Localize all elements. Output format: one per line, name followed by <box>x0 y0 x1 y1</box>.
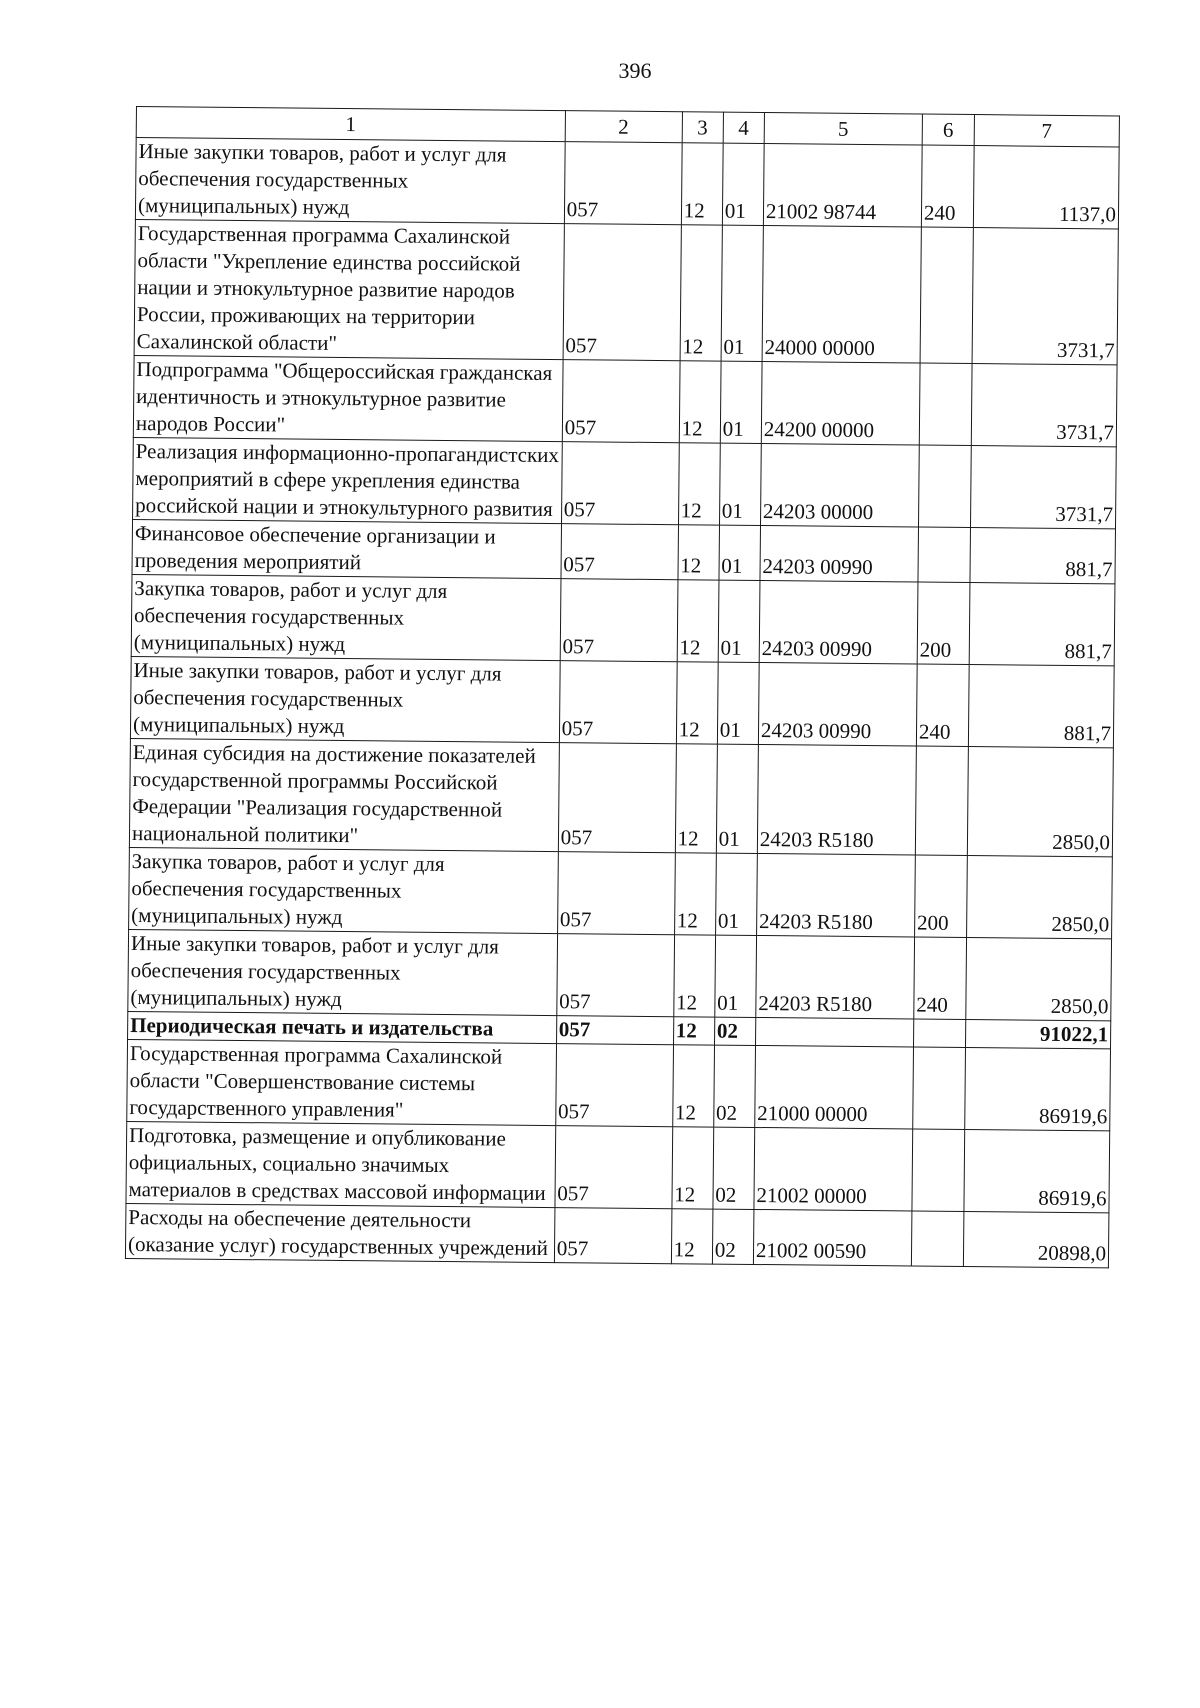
table-row <box>132 519 1115 583</box>
subsection-cell: 01 <box>719 525 761 580</box>
expense-type-cell <box>912 1129 965 1211</box>
section-cell: 12 <box>673 935 715 1017</box>
admin-code-cell: 057 <box>563 224 681 361</box>
admin-code-cell: 057 <box>557 852 675 935</box>
expense-type-cell <box>920 227 973 363</box>
budget-table <box>125 106 1120 1268</box>
section-cell: 12 <box>673 1017 714 1045</box>
target-article-cell: 24203 R5180 <box>756 853 915 937</box>
target-article-cell: 24203 00990 <box>758 663 917 747</box>
admin-code-cell: 057 <box>555 1044 673 1127</box>
section-cell: 12 <box>675 744 717 853</box>
subsection-cell: 01 <box>715 853 757 935</box>
target-article-cell: 24203 R5180 <box>757 745 916 856</box>
section-cell: 12 <box>674 853 716 935</box>
admin-code-cell: 057 <box>554 1208 671 1264</box>
section-cell: 12 <box>678 525 720 580</box>
amount-cell: 2850,0 <box>967 747 1113 857</box>
admin-code-cell: 057 <box>561 524 678 580</box>
column-header: 2 <box>565 111 682 143</box>
section-cell: 12 <box>671 1209 713 1264</box>
admin-code-cell: 057 <box>561 442 679 525</box>
admin-code-cell: 057 <box>556 1016 673 1045</box>
expense-type-cell <box>918 445 971 527</box>
expense-type-cell <box>913 1019 965 1047</box>
page-number: 396 <box>618 58 652 83</box>
item-name-cell: Подготовка, размещение и опубликование официальных, социально значимых материалов в средствах массовой информации <box>126 1121 555 1207</box>
table-row <box>131 574 1115 665</box>
subsection-cell: 01 <box>717 662 759 744</box>
table-row <box>126 1121 1110 1212</box>
expense-type-cell <box>913 1047 966 1129</box>
section-cell: 12 <box>677 580 719 662</box>
subsection-cell: 02 <box>712 1209 754 1264</box>
amount-cell: 3731,7 <box>971 364 1117 447</box>
expense-type-cell: 240 <box>914 937 967 1019</box>
amount-cell: 3731,7 <box>970 446 1116 529</box>
amount-cell: 881,7 <box>968 665 1114 748</box>
item-name-cell: Финансовое обеспечение организации и проведения мероприятий <box>132 519 561 578</box>
amount-cell: 1137,0 <box>973 146 1119 229</box>
subsection-cell: 01 <box>715 935 757 1017</box>
column-header: 3 <box>682 112 723 143</box>
amount-cell: 20898,0 <box>963 1211 1109 1267</box>
amount-cell: 86919,6 <box>965 1048 1111 1131</box>
table-row <box>127 1039 1111 1130</box>
amount-cell: 2850,0 <box>966 856 1112 939</box>
item-name-cell: Иные закупки товаров, работ и услуг для обеспечения государственных (муниципальных) нужд <box>130 656 559 742</box>
item-name-cell: Реализация информационно-пропагандистских мероприятий в сфере укрепления единства российской нации и этнокультурного развития <box>133 437 562 523</box>
subsection-cell: 01 <box>720 361 762 443</box>
item-name-cell: Закупка товаров, работ и услуг для обеспечения государственных (муниципальных) нужд <box>129 847 558 933</box>
target-article-cell: 24203 00000 <box>760 444 919 528</box>
admin-code-cell: 057 <box>558 743 676 853</box>
expense-type-cell: 240 <box>921 145 974 227</box>
section-cell: 12 <box>681 143 723 225</box>
expense-type-cell <box>911 1211 963 1266</box>
table-row <box>129 738 1113 856</box>
section-cell: 12 <box>678 443 720 525</box>
subsection-cell: 01 <box>721 225 763 361</box>
amount-cell: 881,7 <box>969 583 1115 666</box>
item-name-cell: Государственная программа Сахалинской области "Укрепление единства российской нации и этнокультурное развитие народов России, проживающих на территории Сахалинской области" <box>134 219 564 359</box>
section-cell: 12 <box>672 1127 714 1209</box>
target-article-cell: 24000 00000 <box>762 226 921 364</box>
target-article-cell: 21002 00000 <box>754 1127 913 1211</box>
subsection-cell: 01 <box>722 143 764 225</box>
target-article-cell <box>755 1017 913 1047</box>
table-row <box>133 437 1117 528</box>
amount-cell: 3731,7 <box>972 228 1118 365</box>
expense-type-cell <box>918 527 970 582</box>
admin-code-cell: 057 <box>564 142 682 225</box>
amount-cell: 86919,6 <box>964 1130 1110 1213</box>
table-row <box>125 1203 1108 1267</box>
table-row <box>130 656 1114 747</box>
admin-code-cell: 057 <box>559 661 677 744</box>
column-header: 7 <box>974 115 1119 147</box>
subsection-cell: 01 <box>718 580 760 662</box>
column-header: 1 <box>136 107 565 142</box>
table-row <box>133 355 1117 446</box>
subsection-cell: 02 <box>713 1127 755 1209</box>
section-cell: 12 <box>679 361 721 443</box>
expense-type-cell: 200 <box>917 582 970 664</box>
section-cell: 12 <box>680 225 722 361</box>
expense-type-cell: 240 <box>916 664 969 746</box>
table-row <box>134 219 1118 364</box>
admin-code-cell: 057 <box>555 1126 673 1209</box>
target-article-cell: 21002 98744 <box>763 144 922 228</box>
column-header: 6 <box>922 114 974 145</box>
target-article-cell: 21002 00590 <box>753 1209 912 1266</box>
expense-type-cell: 200 <box>914 855 967 937</box>
subsection-cell: 01 <box>719 443 761 525</box>
target-article-cell: 21000 00000 <box>755 1045 914 1129</box>
admin-code-cell: 057 <box>562 360 680 443</box>
item-name-cell: Иные закупки товаров, работ и услуг для обеспечения государственных (муниципальных) нужд <box>135 138 564 224</box>
section-cell: 12 <box>672 1045 714 1127</box>
item-name-cell: Единая субсидия на достижение показателей государственной программы Российской Федерации "Реализация государственной национальной политики" <box>129 738 559 851</box>
target-article-cell: 24203 00990 <box>759 581 918 665</box>
item-name-cell: Периодическая печать и издательства <box>128 1011 557 1043</box>
table-row <box>128 929 1112 1020</box>
target-article-cell: 24203 R5180 <box>756 935 915 1019</box>
admin-code-cell: 057 <box>556 934 674 1017</box>
amount-cell: 2850,0 <box>966 938 1112 1021</box>
table-body <box>125 138 1119 1268</box>
admin-code-cell: 057 <box>560 579 678 662</box>
table-row <box>135 138 1119 229</box>
amount-cell: 881,7 <box>970 528 1116 584</box>
item-name-cell: Закупка товаров, работ и услуг для обеспечения государственных (муниципальных) нужд <box>131 574 560 660</box>
table-row <box>129 847 1113 938</box>
column-header: 4 <box>723 112 764 143</box>
column-header: 5 <box>764 113 922 146</box>
section-cell: 12 <box>676 662 718 744</box>
amount-cell: 91022,1 <box>965 1020 1110 1049</box>
expense-type-cell <box>915 746 968 855</box>
item-name-cell: Иные закупки товаров, работ и услуг для обеспечения государственных (муниципальных) нужд <box>128 929 557 1015</box>
item-name-cell: Государственная программа Сахалинской области "Совершенствование системы государственного управления" <box>127 1039 556 1125</box>
item-name-cell: Расходы на обеспечение деятельности (оказание услуг) государственных учреждений <box>125 1203 554 1262</box>
subsection-cell: 02 <box>714 1017 755 1045</box>
expense-type-cell <box>919 363 972 445</box>
target-article-cell: 24200 00000 <box>761 362 920 446</box>
subsection-cell: 01 <box>716 744 758 853</box>
item-name-cell: Подпрограмма "Общероссийская гражданская идентичность и этнокультурное развитие народов России" <box>133 355 562 441</box>
target-article-cell: 24203 00990 <box>760 526 919 583</box>
subsection-cell: 02 <box>713 1045 755 1127</box>
